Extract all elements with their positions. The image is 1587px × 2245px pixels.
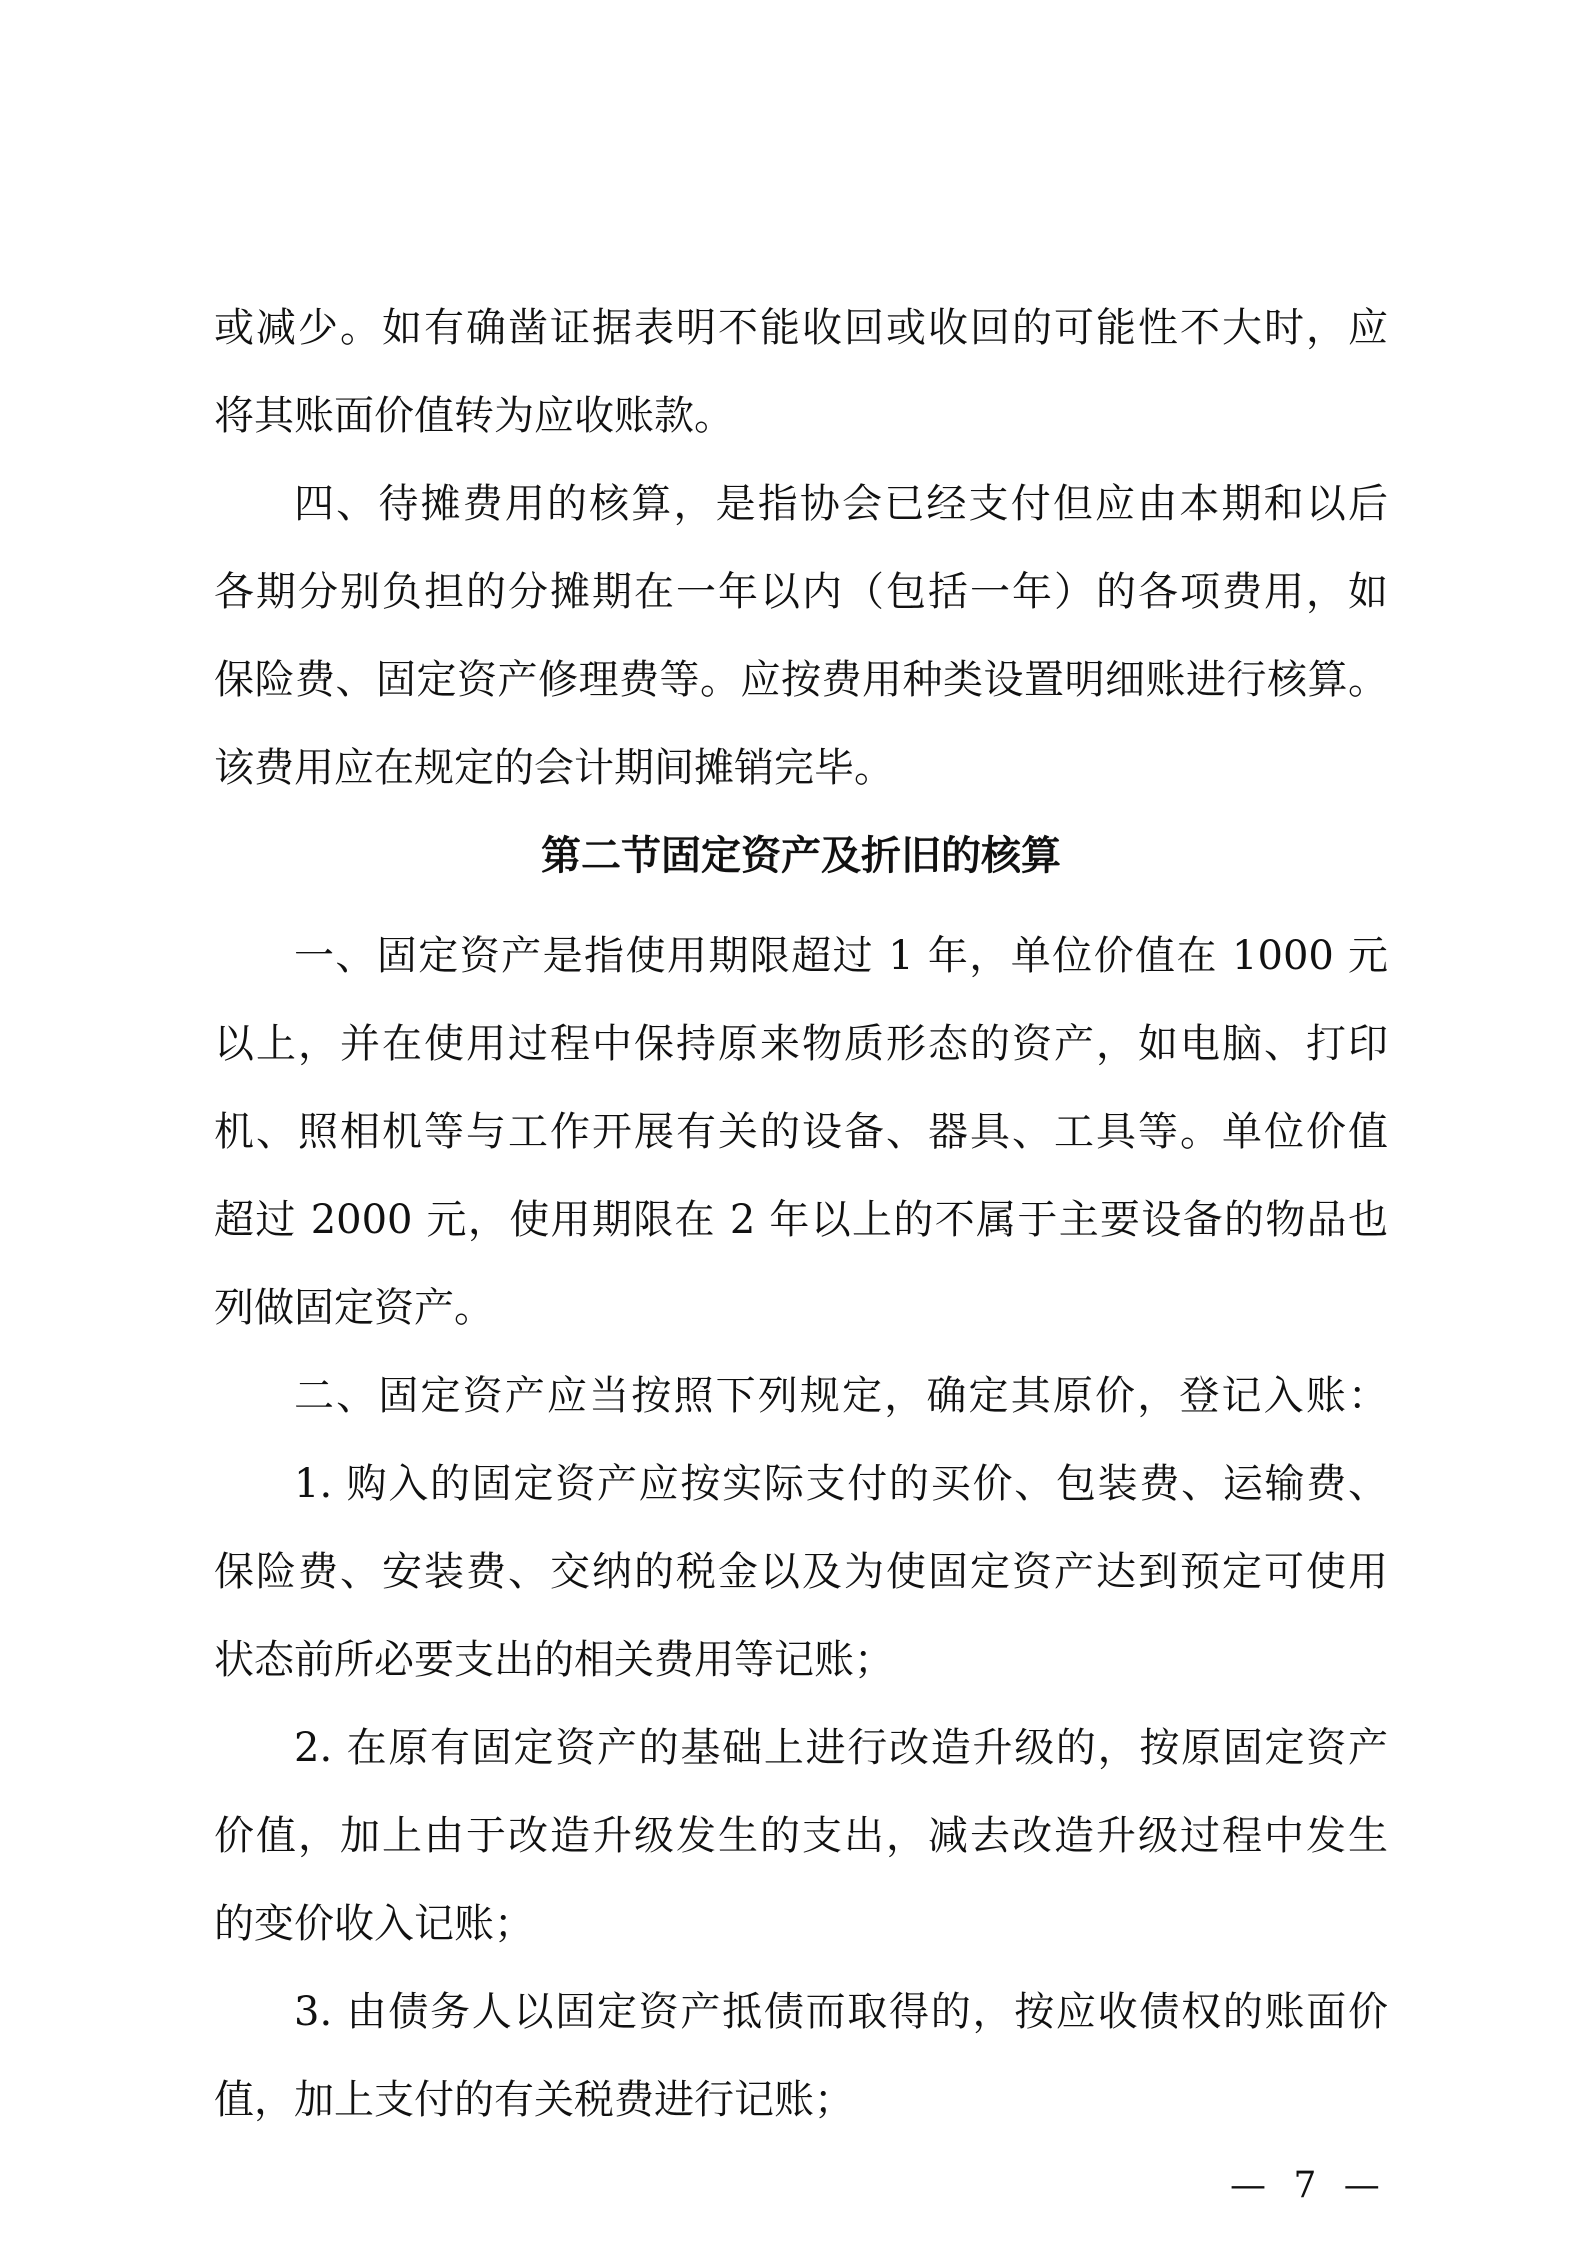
paragraph-line: 1. 购入的固定资产应按实际支付的买价、包装费、运输费、 [294,1461,1388,1507]
paragraph-line: 二、固定资产应当按照下列规定，确定其原价，登记入账： [294,1373,1388,1419]
paragraph-line: 各期分别负担的分摊期在一年以内（包括一年）的各项费用，如 [214,569,1388,615]
paragraph-line: 一、固定资产是指使用期限超过 1 年，单位价值在 1000 元 [294,933,1388,979]
paragraph-line: 机、照相机等与工作开展有关的设备、器具、工具等。单位价值 [214,1109,1388,1155]
paragraph-line: 以上，并在使用过程中保持原来物质形态的资产，如电脑、打印 [214,1021,1388,1067]
paragraph-line: 四、待摊费用的核算，是指协会已经支付但应由本期和以后 [294,481,1388,527]
paragraph-line: 保险费、安装费、交纳的税金以及为使固定资产达到预定可使用 [214,1549,1388,1595]
paragraph-line: 状态前所必要支出的相关费用等记账； [214,1637,894,1683]
paragraph-line: 超过 2000 元，使用期限在 2 年以上的不属于主要设备的物品也 [214,1197,1388,1243]
paragraph-line: 价值，加上由于改造升级发生的支出，减去改造升级过程中发生 [214,1813,1388,1859]
page-number: — 7 — [1230,2165,1388,2206]
paragraph-line: 或减少。如有确凿证据表明不能收回或收回的可能性不大时，应 [214,305,1388,351]
paragraph-line: 的变价收入记账； [214,1901,534,1947]
paragraph-line: 3. 由债务人以固定资产抵债而取得的，按应收债权的账面价 [294,1989,1388,2035]
paragraph-line: 列做固定资产。 [214,1285,494,1331]
paragraph-line: 保险费、固定资产修理费等。应按费用种类设置明细账进行核算。 [214,657,1388,703]
section-heading: 第二节固定资产及折旧的核算 [541,832,1061,879]
paragraph-line: 该费用应在规定的会计期间摊销完毕。 [214,745,894,791]
paragraph-line: 将其账面价值转为应收账款。 [214,393,734,439]
paragraph-line: 2. 在原有固定资产的基础上进行改造升级的，按原固定资产 [294,1725,1388,1771]
paragraph-line: 值，加上支付的有关税费进行记账； [214,2077,854,2123]
